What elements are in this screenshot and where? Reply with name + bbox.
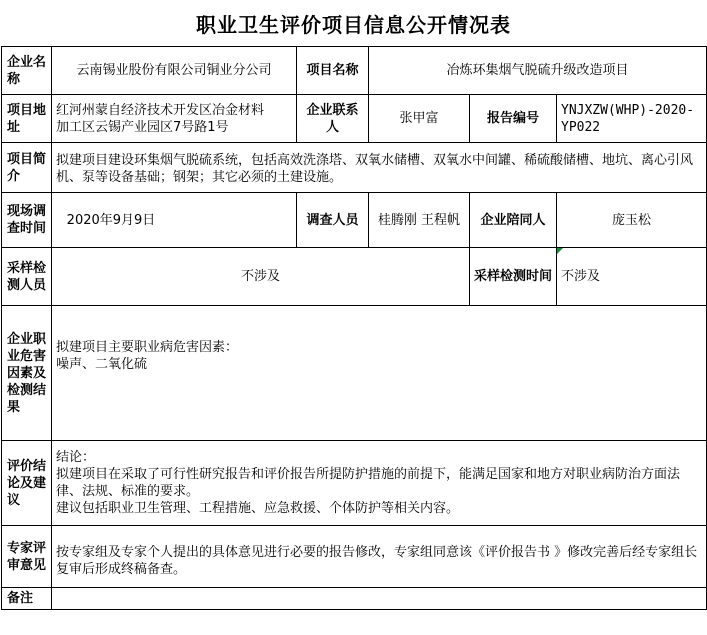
project-address-line1: 红河州蒙自经济技术开发区冶金材料 [56,102,265,118]
sampling-time-value: 不涉及 [557,248,707,306]
project-address-label: 项目地址 [2,95,52,143]
expert-opinion-value: 按专家组及专家个人提出的具体意见进行必要的报告修改，专家组同意该《评价报告书 》修改完善后经专家组长复审后形成终稿备查。 [52,526,707,588]
report-no-value: YNJXZW(WHP)-2020-YP022 [557,95,707,143]
sampling-staff-value: 不涉及 [52,248,470,306]
sampling-staff-label: 采样检测人员 [2,248,52,306]
project-name-value: 冶炼环集烟气脱硫升级改造项目 [369,47,707,95]
hazards-line2: 噪声、二氧化硫 [56,357,148,372]
conclusion-line1: 结论： [56,450,96,465]
row-sampling [2,248,707,306]
survey-time-label: 现场调查时间 [2,193,52,248]
conclusion-label: 评价结论及建议 [2,441,52,526]
report-no-label: 报告编号 [470,95,557,143]
investigators-value: 桂腾刚 王程帆 [369,193,470,248]
project-intro-value: 拟建项目建设环集烟气脱硫系统，包括高效洗涤塔、双氧水储槽、双氧水中间罐、稀硫酸储槽、地坑、离心引风机、泵等设备基础；钢架；其它必须的土建设施。 [52,143,707,193]
sampling-time-label: 采样检测时间 [470,248,557,306]
remarks-label: 备注 [2,588,52,610]
conclusion-line2: 拟建项目在采取了可行性研究报告和评价报告所提防护措施的前提下，能满足国家和地方对职业病防治方面法律、法规、标准的要求。 [56,467,681,499]
hazards-value [52,306,707,441]
project-name-label: 项目名称 [297,47,369,95]
project-address-value [52,95,297,143]
row-company-name [2,47,707,95]
hazards-line1: 拟建项目主要职业病危害因素： [56,340,239,355]
row-project-address [2,95,707,143]
row-project-intro [2,143,707,193]
conclusion-value [52,441,707,526]
contact-value: 张甲富 [369,95,470,143]
row-hazards [2,306,707,441]
row-survey [2,193,707,248]
hazards-label: 企业职业危害因素及检测结果 [2,306,52,441]
survey-time-value: 2020年9月9日 [52,193,297,248]
row-remarks [2,588,707,610]
conclusion-line3: 建议包括职业卫生管理、工程措施、应急救援、个体防护等相关内容。 [56,501,460,516]
expert-opinion-label: 专家评审意见 [2,526,52,588]
company-escort-label: 企业陪同人 [470,193,557,248]
company-name-value: 云南锡业股份有限公司铜业分公司 [52,47,297,95]
investigators-label: 调查人员 [297,193,369,248]
info-table [1,46,707,610]
row-conclusion [2,441,707,526]
page-title: 职业卫生评价项目信息公开情况表 [196,12,511,37]
row-expert-opinion [2,526,707,588]
contact-label: 企业联系人 [297,95,369,143]
project-intro-label: 项目简介 [2,143,52,193]
company-escort-value: 庞玉松 [557,193,707,248]
project-address-line2: 加工区云锡产业园区7号路1号 [56,119,229,135]
company-name-label: 企业名称 [2,47,52,95]
remarks-value [52,588,707,610]
